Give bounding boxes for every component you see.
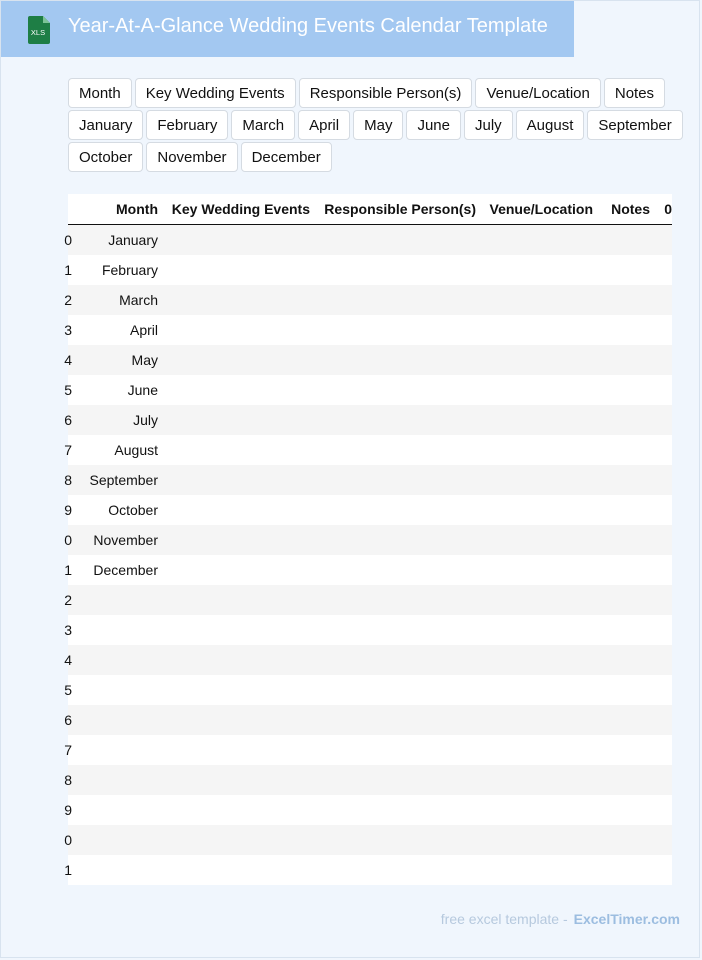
row-cell bbox=[476, 705, 593, 735]
row-index-value: 0 bbox=[64, 532, 72, 548]
row-index-value: 8 bbox=[64, 472, 72, 488]
chip-december[interactable]: December bbox=[241, 142, 332, 172]
row-cell bbox=[476, 315, 593, 345]
row-cell bbox=[476, 855, 593, 885]
row-cell bbox=[593, 585, 650, 615]
row-cell bbox=[476, 675, 593, 705]
row-cell bbox=[650, 555, 672, 585]
row-cell bbox=[310, 405, 476, 435]
row-cell bbox=[476, 405, 593, 435]
row-cell bbox=[593, 555, 650, 585]
chip-notes[interactable]: Notes bbox=[604, 78, 665, 108]
row-cell bbox=[158, 285, 310, 315]
table-row bbox=[68, 405, 672, 435]
row-cell bbox=[158, 735, 310, 765]
row-cell bbox=[310, 825, 476, 855]
row-cell bbox=[310, 555, 476, 585]
row-index-value: 5 bbox=[64, 682, 72, 698]
row-index-value: 1 bbox=[64, 862, 72, 878]
row-cell bbox=[158, 315, 310, 345]
row-month: March bbox=[72, 285, 158, 315]
row-cell bbox=[310, 585, 476, 615]
row-cell bbox=[593, 855, 650, 885]
row-month: December bbox=[72, 555, 158, 585]
row-cell bbox=[593, 735, 650, 765]
table-row bbox=[68, 615, 672, 645]
row-index-value: 9 bbox=[64, 802, 72, 818]
row-cell bbox=[158, 795, 310, 825]
header-responsible-persons: Responsible Person(s) bbox=[310, 194, 476, 225]
row-cell bbox=[650, 855, 672, 885]
row-cell bbox=[476, 615, 593, 645]
row-index-value: 3 bbox=[64, 622, 72, 638]
row-cell bbox=[310, 705, 476, 735]
chip-key-wedding-events[interactable]: Key Wedding Events bbox=[135, 78, 296, 108]
row-cell bbox=[476, 735, 593, 765]
table-row bbox=[68, 795, 672, 825]
row-cell bbox=[650, 435, 672, 465]
chip-june[interactable]: June bbox=[406, 110, 461, 140]
row-cell bbox=[476, 555, 593, 585]
row-cell bbox=[476, 345, 593, 375]
row-cell bbox=[593, 435, 650, 465]
row-cell bbox=[593, 465, 650, 495]
row-cell bbox=[650, 345, 672, 375]
table-row bbox=[68, 435, 672, 465]
table-row bbox=[68, 525, 672, 555]
row-cell bbox=[650, 825, 672, 855]
row-cell bbox=[310, 375, 476, 405]
row-cell bbox=[650, 225, 672, 256]
row-cell bbox=[593, 405, 650, 435]
row-month bbox=[72, 855, 158, 885]
row-cell bbox=[476, 585, 593, 615]
row-month bbox=[72, 705, 158, 735]
row-cell bbox=[476, 255, 593, 285]
row-cell bbox=[476, 495, 593, 525]
row-cell bbox=[476, 525, 593, 555]
table-row bbox=[68, 345, 672, 375]
title-bar bbox=[1, 1, 574, 57]
row-index-value: 2 bbox=[64, 592, 72, 608]
row-index-value: 3 bbox=[64, 322, 72, 338]
table-body bbox=[64, 225, 672, 886]
row-index-value: 9 bbox=[64, 502, 72, 518]
row-cell bbox=[476, 465, 593, 495]
row-cell bbox=[158, 555, 310, 585]
row-index-value: 7 bbox=[64, 742, 72, 758]
row-cell bbox=[650, 495, 672, 525]
row-cell bbox=[158, 345, 310, 375]
filter-chips bbox=[68, 78, 680, 174]
row-cell bbox=[476, 435, 593, 465]
chip-may[interactable]: May bbox=[353, 110, 403, 140]
row-cell bbox=[593, 825, 650, 855]
calendar-table bbox=[64, 194, 672, 885]
row-month: May bbox=[72, 345, 158, 375]
chip-november[interactable]: November bbox=[146, 142, 237, 172]
table-row bbox=[68, 855, 672, 885]
row-month: August bbox=[72, 435, 158, 465]
chip-august[interactable]: August bbox=[516, 110, 585, 140]
row-cell bbox=[158, 225, 310, 256]
header-extra-column: 0 bbox=[650, 194, 672, 225]
row-month bbox=[72, 615, 158, 645]
row-cell bbox=[593, 345, 650, 375]
table-row bbox=[68, 255, 672, 285]
row-index-value: 2 bbox=[64, 292, 72, 308]
row-cell bbox=[158, 255, 310, 285]
row-month bbox=[72, 795, 158, 825]
row-month bbox=[72, 585, 158, 615]
table-header-row bbox=[68, 194, 672, 225]
row-cell bbox=[650, 405, 672, 435]
row-month: July bbox=[72, 405, 158, 435]
row-cell bbox=[476, 225, 593, 256]
row-cell bbox=[593, 645, 650, 675]
table-row bbox=[68, 225, 672, 256]
chip-july[interactable]: July bbox=[464, 110, 513, 140]
row-index-value: 4 bbox=[64, 352, 72, 368]
row-cell bbox=[650, 765, 672, 795]
row-index-value: 1 bbox=[64, 562, 72, 578]
chip-april[interactable]: April bbox=[298, 110, 350, 140]
footer-brand-link[interactable]: ExcelTimer.com bbox=[573, 911, 680, 927]
header-key-wedding-events: Key Wedding Events bbox=[158, 194, 310, 225]
footer-prefix: free excel template - bbox=[440, 911, 568, 927]
row-cell bbox=[476, 375, 593, 405]
table-row bbox=[68, 585, 672, 615]
chip-month[interactable]: Month bbox=[68, 78, 132, 108]
row-month: April bbox=[72, 315, 158, 345]
row-cell bbox=[650, 705, 672, 735]
row-cell bbox=[650, 675, 672, 705]
row-cell bbox=[310, 285, 476, 315]
row-cell bbox=[593, 225, 650, 256]
calendar-table-container[interactable] bbox=[64, 194, 672, 885]
row-index-value: 0 bbox=[64, 832, 72, 848]
row-cell bbox=[310, 645, 476, 675]
header-venue-location: Venue/Location bbox=[476, 194, 593, 225]
table-row bbox=[68, 315, 672, 345]
chip-february[interactable]: February bbox=[146, 110, 228, 140]
row-cell bbox=[650, 645, 672, 675]
chip-venue-location[interactable]: Venue/Location bbox=[475, 78, 600, 108]
row-month: November bbox=[72, 525, 158, 555]
row-index-value: 8 bbox=[64, 772, 72, 788]
row-cell bbox=[593, 375, 650, 405]
row-cell bbox=[593, 255, 650, 285]
row-cell bbox=[158, 525, 310, 555]
table-row bbox=[68, 735, 672, 765]
row-cell bbox=[310, 315, 476, 345]
row-index-value: 0 bbox=[64, 232, 72, 248]
row-cell bbox=[310, 495, 476, 525]
row-cell bbox=[158, 855, 310, 885]
row-cell bbox=[650, 525, 672, 555]
footer-credit bbox=[441, 911, 680, 927]
page-title: Year-At-A-Glance Wedding Events Calendar Template bbox=[68, 15, 548, 37]
row-cell bbox=[158, 645, 310, 675]
row-cell bbox=[650, 255, 672, 285]
row-cell bbox=[593, 765, 650, 795]
chip-responsible-persons[interactable]: Responsible Person(s) bbox=[299, 78, 473, 108]
row-month: January bbox=[72, 225, 158, 256]
row-cell bbox=[593, 495, 650, 525]
row-month: October bbox=[72, 495, 158, 525]
row-index-value: 1 bbox=[64, 262, 72, 278]
row-cell bbox=[650, 375, 672, 405]
row-cell bbox=[476, 825, 593, 855]
row-cell bbox=[158, 675, 310, 705]
row-cell bbox=[593, 795, 650, 825]
table-row bbox=[68, 495, 672, 525]
row-cell bbox=[158, 435, 310, 465]
table-row bbox=[68, 765, 672, 795]
row-month bbox=[72, 765, 158, 795]
xls-file-icon bbox=[24, 15, 52, 45]
chip-row-months-1 bbox=[68, 110, 680, 140]
row-month bbox=[72, 675, 158, 705]
row-cell bbox=[310, 255, 476, 285]
row-cell bbox=[476, 795, 593, 825]
row-cell bbox=[158, 825, 310, 855]
row-cell bbox=[158, 465, 310, 495]
chip-january[interactable]: January bbox=[68, 110, 143, 140]
row-cell bbox=[158, 585, 310, 615]
row-cell bbox=[593, 525, 650, 555]
table-row bbox=[68, 375, 672, 405]
header-month: Month bbox=[72, 194, 158, 225]
row-cell bbox=[310, 615, 476, 645]
row-cell bbox=[650, 795, 672, 825]
row-index-value: 6 bbox=[64, 712, 72, 728]
row-cell bbox=[476, 285, 593, 315]
row-cell bbox=[593, 705, 650, 735]
row-cell bbox=[310, 765, 476, 795]
table-row bbox=[68, 285, 672, 315]
row-month: February bbox=[72, 255, 158, 285]
chip-row-months-2 bbox=[68, 142, 680, 172]
row-cell bbox=[158, 405, 310, 435]
row-cell bbox=[650, 315, 672, 345]
table-row bbox=[68, 465, 672, 495]
row-cell bbox=[310, 225, 476, 256]
row-cell bbox=[158, 705, 310, 735]
row-cell bbox=[650, 585, 672, 615]
row-month: September bbox=[72, 465, 158, 495]
chip-march[interactable]: March bbox=[231, 110, 295, 140]
table-row bbox=[68, 555, 672, 585]
row-cell bbox=[650, 285, 672, 315]
row-index-value: 7 bbox=[64, 442, 72, 458]
row-cell bbox=[310, 675, 476, 705]
row-cell bbox=[650, 615, 672, 645]
chip-row-columns bbox=[68, 78, 680, 108]
chip-october[interactable]: October bbox=[68, 142, 143, 172]
row-index-value: 5 bbox=[64, 382, 72, 398]
row-month bbox=[72, 825, 158, 855]
chip-september[interactable]: September bbox=[587, 110, 682, 140]
row-cell bbox=[310, 345, 476, 375]
row-cell bbox=[158, 615, 310, 645]
row-cell bbox=[650, 735, 672, 765]
row-cell bbox=[593, 315, 650, 345]
table-row bbox=[68, 705, 672, 735]
row-cell bbox=[310, 525, 476, 555]
row-cell bbox=[310, 855, 476, 885]
row-month: June bbox=[72, 375, 158, 405]
row-cell bbox=[158, 375, 310, 405]
row-cell bbox=[593, 615, 650, 645]
table-row bbox=[68, 645, 672, 675]
row-cell bbox=[650, 465, 672, 495]
row-cell bbox=[476, 645, 593, 675]
row-cell bbox=[593, 285, 650, 315]
row-cell bbox=[158, 495, 310, 525]
row-cell bbox=[310, 465, 476, 495]
row-cell bbox=[593, 675, 650, 705]
row-index-value: 4 bbox=[64, 652, 72, 668]
row-index-value: 6 bbox=[64, 412, 72, 428]
table-row bbox=[68, 675, 672, 705]
row-cell bbox=[310, 795, 476, 825]
header-notes: Notes bbox=[593, 194, 650, 225]
row-cell bbox=[158, 765, 310, 795]
row-cell bbox=[310, 735, 476, 765]
row-month bbox=[72, 735, 158, 765]
table-row bbox=[68, 825, 672, 855]
xls-icon-label: XLS bbox=[30, 28, 46, 37]
row-cell bbox=[476, 765, 593, 795]
row-cell bbox=[310, 435, 476, 465]
row-month bbox=[72, 645, 158, 675]
